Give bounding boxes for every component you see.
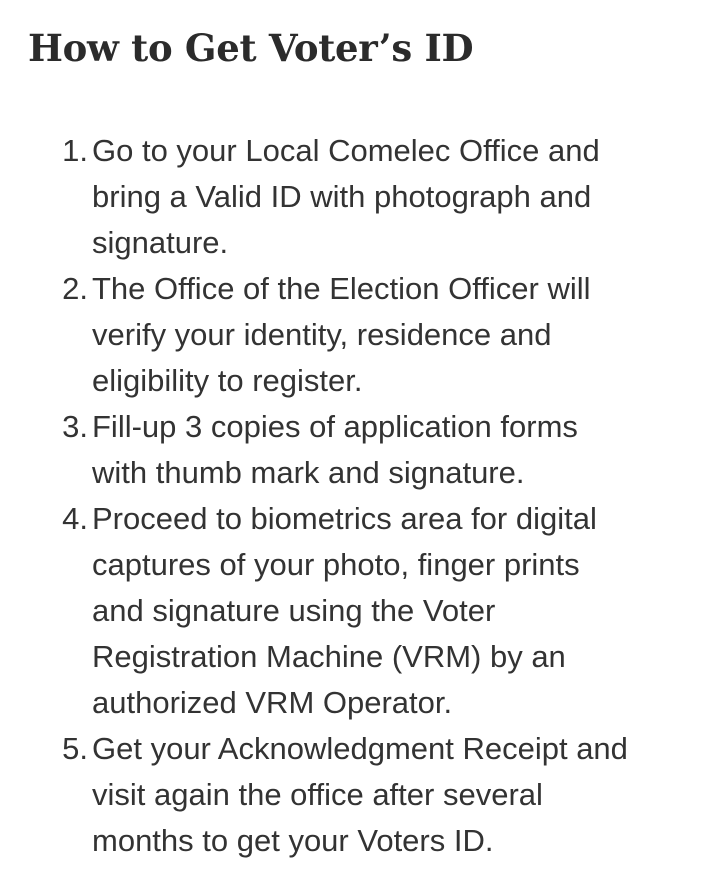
step-text xyxy=(92,496,682,726)
step-line: with thumb mark and signature. xyxy=(92,455,525,490)
step-line: and signature using the Voter xyxy=(92,593,496,628)
step-number: 5. xyxy=(62,731,88,766)
step-item-4 xyxy=(0,496,719,726)
steps-list xyxy=(0,128,719,864)
step-number: 2. xyxy=(62,271,88,306)
step-line: signature. xyxy=(92,225,229,260)
step-number: 3. xyxy=(62,409,88,444)
step-line: Go to your Local Comelec Office and xyxy=(92,133,600,168)
step-line: The Office of the Election Officer will xyxy=(92,271,591,306)
step-line: bring a Valid ID with photograph and xyxy=(92,179,592,214)
step-number: 4. xyxy=(62,501,88,536)
step-line: months to get your Voters ID. xyxy=(92,823,494,858)
step-text xyxy=(92,726,682,864)
step-line: verify your identity, residence and xyxy=(92,317,552,352)
step-item-3 xyxy=(0,404,719,496)
step-item-5 xyxy=(0,726,719,864)
step-item-1 xyxy=(0,128,719,266)
step-line: eligibility to register. xyxy=(92,363,363,398)
step-text xyxy=(92,266,682,404)
step-line: captures of your photo, finger prints xyxy=(92,547,580,582)
step-line: authorized VRM Operator. xyxy=(92,685,453,720)
step-line: Get your Acknowledgment Receipt and xyxy=(92,731,628,766)
step-line: Proceed to biometrics area for digital xyxy=(92,501,597,536)
step-line: Fill-up 3 copies of application forms xyxy=(92,409,578,444)
step-text xyxy=(92,128,682,266)
step-number: 1. xyxy=(62,133,88,168)
step-item-2 xyxy=(0,266,719,404)
step-line: visit again the office after several xyxy=(92,777,543,812)
article-title: How to Get Voter’s ID xyxy=(28,26,474,70)
step-text xyxy=(92,404,682,496)
step-line: Registration Machine (VRM) by an xyxy=(92,639,566,674)
